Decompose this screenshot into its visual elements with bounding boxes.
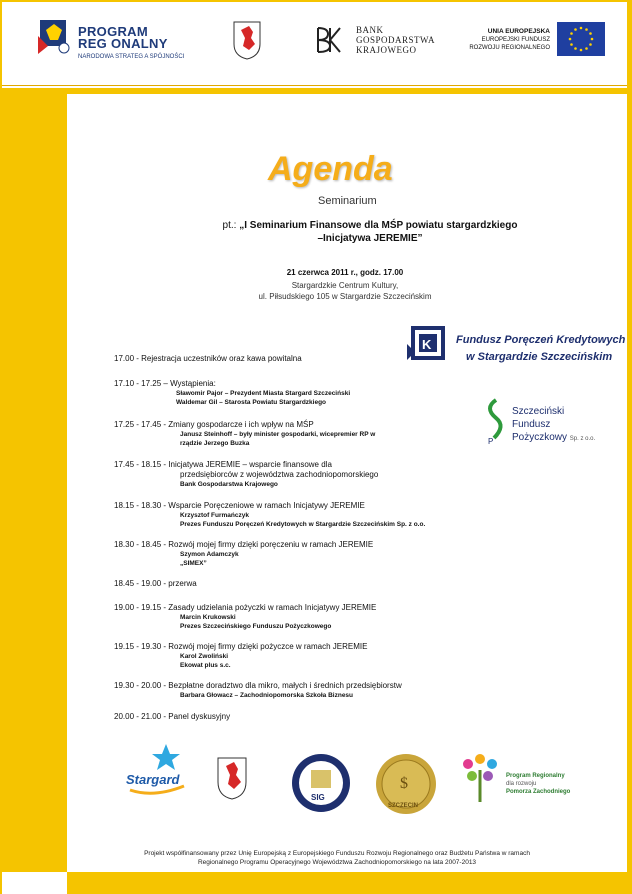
- event-date: 21 czerwca 2011 r., godz. 17.00: [286, 268, 404, 277]
- coin-logo-text: SZCZECIN: [388, 803, 418, 809]
- fpk-logo-icon: [405, 324, 453, 366]
- top-border: [0, 0, 632, 2]
- agenda-item: 19.00 - 19.15 - Zasady udzielania pożyczki w ramach Inicjatywy JEREMIE Marcin Krukowski Prezes Szczecińskiego Funduszu Pożyczkowego: [114, 603, 377, 630]
- seminar-title-line1: „I Seminarium Finansowe dla MŚP powiatu stargardzkiego: [239, 220, 518, 231]
- seminar-title-prefix: pt.:: [222, 220, 237, 231]
- agenda-item: 17.45 - 18.15 - Inicjatywa JEREMIE – wsparcie finansowe dla przedsiębiorców z województwa zachodniopomorskiego Bank Gospodarstwa Krajowego: [114, 460, 379, 488]
- program-regional-label: Program Regionalny dla rozwoju Pomorza Zachodniego: [506, 773, 571, 795]
- event-venue: Stargardzkie Centrum Kultury, ul. Piłsudskiego 105 w Stargardzie Szczecińskim: [258, 281, 432, 301]
- program-regional-tree-icon: [458, 752, 504, 808]
- sig-logo-text: SIG: [311, 793, 325, 802]
- eu-fund-label: UNIA EUROPEJSKA EUROPEJSKI FUNDUSZ ROZWOJU REGIONALNEGO: [469, 28, 550, 51]
- sfp-logo-icon: [482, 398, 508, 446]
- program-regionalny-title: PROGRAM REG ONALNY: [78, 24, 168, 51]
- eu-flag-icon: [557, 22, 605, 56]
- agenda-item: 17.00 - Rejestracja uczestników oraz kawa powitalna: [114, 354, 302, 363]
- sfp-name: Szczeciński Fundusz Pożyczkowy Sp. z o.o.: [512, 406, 596, 443]
- bottom-yellow-band: [67, 872, 632, 894]
- seminar-title-line2: –Inicjatywa JEREMIE”: [317, 233, 423, 244]
- agenda-item: 19.30 - 20.00 - Bezpłatne doradztwo dla mikro, małych i średnich przedsiębiorstw Barbara Głowacz – Zachodniopomorska Szkoła Biznesu: [114, 681, 402, 699]
- seminar-title: [190, 219, 550, 245]
- footer-note: Projekt współfinansowany przez Unię Europejską z Europejskiego Funduszu Rozwoju Regionalnego oraz Budżetu Państwa w ramach Regionalnego Programu Operacyjnego Województwa Zachodniopomorskiego na lata 2007-2013: [144, 850, 530, 866]
- griffin-crest-bottom-icon: [216, 756, 248, 800]
- program-regionalny-logo-icon: [36, 16, 72, 56]
- sig-logo-icon: [290, 752, 352, 814]
- svg-text:K: K: [422, 337, 432, 352]
- svg-text:P: P: [488, 437, 494, 446]
- fpk-name-line2: w Stargardzie Szczecińskim: [466, 351, 613, 363]
- agenda-item: 17.10 - 17.25 – Wystąpienia: Sławomir Pajor – Prezydent Miasta Stargard Szczeciński Waldemar Gil – Starosta Powiatu Stargardzkiego: [114, 379, 351, 406]
- coin-logo-icon: [374, 752, 438, 816]
- fpk-name-line1: Fundusz Poręczeń Kredytowych: [456, 334, 626, 346]
- stargard-logo-text: Stargard: [126, 772, 180, 787]
- agenda-item: 18.30 - 18.45 - Rozwój mojej firmy dzięki poręczeniu w ramach JEREMIE Szymon Adamczyk „SIMEX”: [114, 540, 374, 567]
- bgk-monogram-icon: [314, 24, 344, 56]
- agenda-item: 18.15 - 18.30 - Wsparcie Poręczeniowe w ramach Inicjatywy JEREMIE Krzysztof Furmańczyk Prezes Funduszu Poręczeń Kredytowych w Stargardzie Szczecińskim Sp. z o.o.: [114, 501, 426, 528]
- stargard-logo-icon: [124, 742, 190, 808]
- agenda-item: 17.25 - 17.45 - Zmiany gospodarcze i ich wpływ na MŚP Janusz Steinhoff – były minister gospodarki, wicepremier RP w rządzie Jerzego Buzka: [114, 420, 376, 447]
- header-yellow-bar: [0, 88, 632, 94]
- page-title: Agenda: [268, 150, 393, 188]
- page-subtitle: Seminarium: [318, 195, 377, 207]
- agenda-item: 20.00 - 21.00 - Panel dyskusyjny: [114, 712, 231, 721]
- griffin-crest-icon: [232, 20, 262, 60]
- program-regionalny-subtitle: NARODOWA STRATEG A SPÓJNOŚCI: [78, 54, 185, 60]
- right-border: [627, 0, 632, 894]
- left-yellow-band: [0, 88, 67, 872]
- svg-text:$: $: [400, 775, 408, 792]
- bgk-name: BANK GOSPODARSTWA KRAJOWEGO: [356, 25, 436, 55]
- header-rule: [2, 85, 627, 86]
- agenda-item: 19.15 - 19.30 - Rozwój mojej firmy dzięki pożyczce w ramach JEREMIE Karol Zwoliński Ekowat plus s.c.: [114, 642, 368, 669]
- agenda-item: 18.45 - 19.00 - przerwa: [114, 579, 197, 588]
